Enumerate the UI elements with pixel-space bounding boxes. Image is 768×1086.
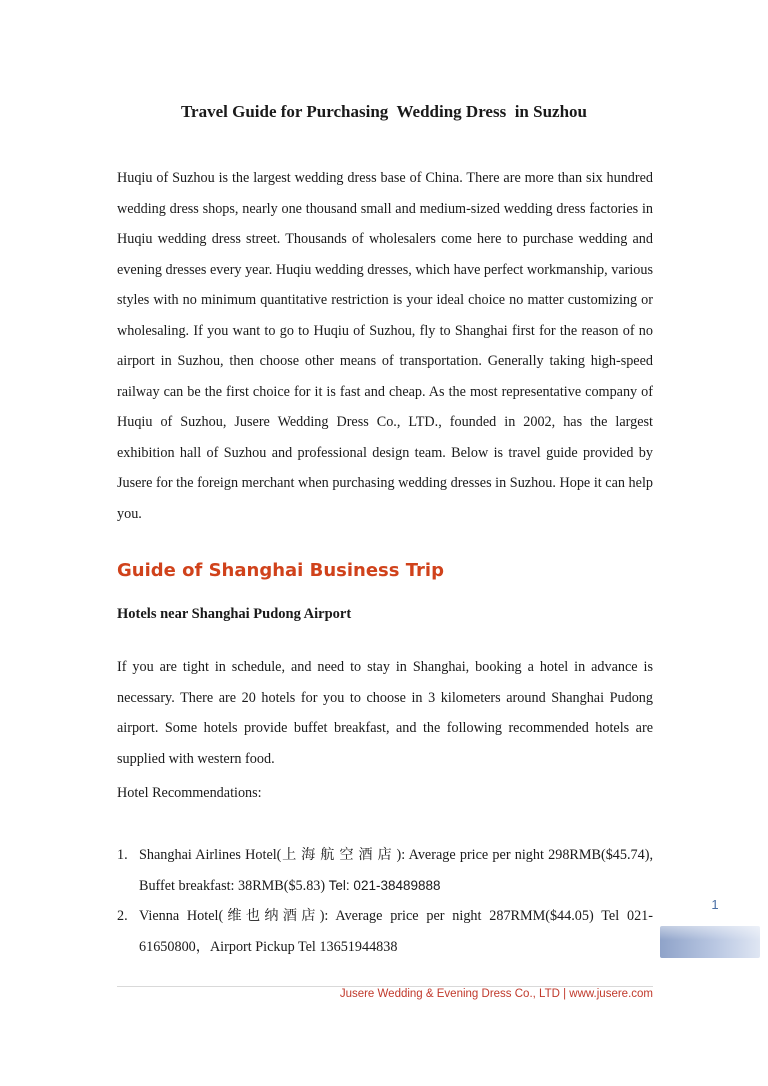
- list-item: [117, 840, 653, 901]
- document-title: Travel Guide for Purchasing Wedding Dress in Suzhou: [180, 102, 588, 121]
- page-number: 1: [711, 897, 719, 912]
- list-item: [117, 901, 653, 962]
- list-item-text: Shanghai Airlines Hotel(上 海 航 空 酒 店 ): Average price per night 298RMB($45.74), Buffet breakfast: 38RMB($5.83): [139, 847, 653, 894]
- intro-paragraph: Huqiu of Suzhou is the largest wedding dress base of China. There are more than six hundred wedding dress shops, nearly one thousand small and medium-sized wedding dress factories in Huqiu wedding dress street. Thousands of wholesalers come here to purchase wedding and evening dresses every year. Huqiu wedding dresses, which have perfect workmanship, various styles with no minimum quantitative restriction is your ideal choice no matter customizing or wholesaling. If you want to go to Huqiu of Suzhou, fly to Shanghai first for the reason of no airport in Suzhou, then choose other means of transportation. Generally taking high-speed railway can be the first choice for it is fast and cheap. As the most representative company of Huqiu of Suzhou, Jusere Wedding Dress Co., LTD., founded in 2002, has the largest exhibition hall of Suzhou and professional design team. Below is travel guide provided by Jusere for the foreign merchant when purchasing wedding dresses in Suzhou. Hope it can help you.: [117, 170, 653, 522]
- page-tab-decoration: [660, 926, 760, 958]
- list-item-tel: Tel: 021-38489888: [328, 877, 441, 893]
- hotel-list: [117, 840, 653, 962]
- list-item-number: 1.: [117, 847, 128, 863]
- list-item-text: Vienna Hotel(维也纳酒店): Average price per night 287RMM($44.05) Tel 021-61650800，Airport Pickup Tel 13651944838: [139, 908, 653, 955]
- section-heading: Guide of Shanghai Business Trip: [117, 560, 444, 581]
- list-item-number: 2.: [117, 908, 128, 924]
- recommendations-label: Hotel Recommendations:: [117, 785, 262, 801]
- sub-heading: Hotels near Shanghai Pudong Airport: [117, 606, 352, 622]
- hotel-intro-paragraph: If you are tight in schedule, and need to stay in Shanghai, booking a hotel in advance is necessary. There are 20 hotels for you to choose in 3 kilometers around Shanghai Pudong airport. Some hotels provide buffet breakfast, and the following recommended hotels are supplied with western food.: [117, 659, 653, 767]
- page-tab-shine: [660, 926, 760, 940]
- footer-text: Jusere Wedding & Evening Dress Co., LTD | www.jusere.com: [339, 988, 653, 1000]
- footer-divider: [117, 986, 653, 987]
